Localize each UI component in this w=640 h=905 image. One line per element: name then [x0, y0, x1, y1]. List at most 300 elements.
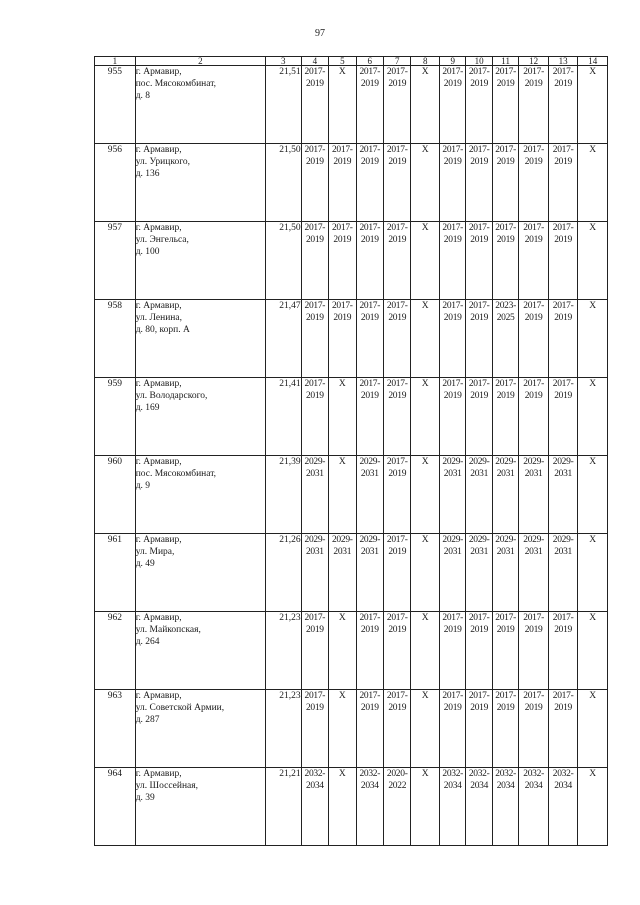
address-line: г. Армавир, [135, 457, 182, 467]
column-number: 6 [356, 57, 383, 66]
period-line: 2017- [359, 67, 381, 77]
row-number: 962 [95, 612, 136, 690]
period-line: 2017- [552, 691, 574, 701]
address-line: д. 100 [135, 247, 160, 257]
table-row [95, 456, 608, 534]
period-line: 2019 [360, 157, 379, 167]
address-line: д. 136 [135, 169, 160, 179]
period-line: 2017- [386, 613, 408, 623]
period-line: 2017- [386, 301, 408, 311]
period-cell [384, 612, 411, 690]
not-applicable-cell [329, 66, 356, 144]
period-line: 2017- [495, 145, 516, 155]
period-cell [384, 690, 411, 768]
not-applicable-cell [578, 534, 608, 612]
period-line: 2019 [470, 625, 489, 635]
period-cell [356, 768, 383, 846]
period-line: 2017- [552, 613, 574, 623]
page-number: 97 [315, 28, 325, 39]
period-line: 2029- [552, 535, 574, 545]
x-mark: X [421, 613, 429, 623]
period-cell [548, 456, 578, 534]
address-line: ул. Майкопская, [135, 625, 201, 635]
not-applicable-cell [411, 456, 440, 534]
period-line: 2019 [360, 79, 379, 89]
period-line: 2017- [468, 691, 490, 701]
housing-register-table [94, 56, 608, 846]
address-line: ул. Ленина, [135, 313, 182, 323]
period-cell [519, 690, 549, 768]
period-cell [466, 378, 492, 456]
period-line: 2032- [359, 769, 381, 779]
period-line: 2017- [523, 379, 544, 389]
period-line: 2017- [304, 613, 326, 623]
value-cell: 21,50 [265, 144, 301, 222]
period-line: 2019 [360, 391, 379, 401]
value-cell: 21,51 [265, 66, 301, 144]
period-line: 2032- [442, 769, 464, 779]
period-line: 2017- [304, 145, 326, 155]
period-line: 2017- [495, 691, 516, 701]
address-cell [135, 690, 265, 768]
period-cell [384, 222, 411, 300]
not-applicable-cell [578, 690, 608, 768]
not-applicable-cell [411, 690, 440, 768]
address-line: д. 9 [135, 481, 151, 491]
period-line: 2017- [359, 379, 381, 389]
address-cell [135, 300, 265, 378]
period-line: 2019 [388, 469, 407, 479]
period-line: 2019 [524, 313, 543, 323]
table-row [95, 66, 608, 144]
period-line: 2017- [495, 379, 516, 389]
period-line: 2020- [386, 769, 408, 779]
period-line: 2029- [552, 457, 574, 467]
period-line: 2019 [388, 79, 407, 89]
address-line: г. Армавир, [135, 223, 182, 233]
period-line: 2017- [442, 223, 464, 233]
period-line: 2019 [470, 79, 489, 89]
column-number: 7 [384, 57, 411, 66]
period-line: 2017- [386, 691, 408, 701]
period-line: 2019 [305, 157, 324, 167]
column-number-row [95, 57, 608, 66]
period-line: 2017- [523, 145, 544, 155]
period-line: 2031 [333, 547, 352, 557]
period-line: 2019 [305, 313, 324, 323]
period-cell [492, 300, 518, 378]
value-cell: 21,23 [265, 690, 301, 768]
period-cell [439, 690, 465, 768]
period-line: 2019 [524, 391, 543, 401]
period-cell [519, 66, 549, 144]
x-mark: X [589, 145, 597, 155]
column-number: 5 [329, 57, 356, 66]
x-mark: X [589, 691, 597, 701]
period-line: 2019 [554, 391, 573, 401]
address-line: д. 264 [135, 637, 160, 647]
period-line: 2017- [552, 301, 574, 311]
address-cell [135, 456, 265, 534]
period-line: 2019 [524, 235, 543, 245]
period-line: 2019 [360, 235, 379, 245]
period-line: 2017- [495, 223, 516, 233]
period-line: 2019 [470, 703, 489, 713]
address-line: г. Армавир, [135, 67, 182, 77]
period-line: 2019 [305, 235, 324, 245]
period-line: 2034 [496, 781, 515, 791]
period-cell [384, 300, 411, 378]
not-applicable-cell [329, 690, 356, 768]
period-cell [548, 222, 578, 300]
address-line: г. Армавир, [135, 379, 182, 389]
period-line: 2034 [554, 781, 573, 791]
period-line: 2034 [305, 781, 324, 791]
column-number: 9 [439, 57, 465, 66]
period-cell [492, 456, 518, 534]
period-cell [301, 612, 328, 690]
period-line: 2019 [496, 625, 515, 635]
period-line: 2017- [523, 67, 544, 77]
period-cell [439, 534, 465, 612]
period-line: 2029- [523, 535, 544, 545]
period-cell [329, 300, 356, 378]
column-number: 12 [519, 57, 549, 66]
not-applicable-cell [411, 378, 440, 456]
period-line: 2017- [495, 613, 516, 623]
period-line: 2017- [442, 67, 464, 77]
value-cell: 21,21 [265, 768, 301, 846]
period-line: 2017- [331, 223, 353, 233]
value-cell: 21,50 [265, 222, 301, 300]
period-line: 2017- [552, 379, 574, 389]
period-cell [492, 222, 518, 300]
not-applicable-cell [578, 378, 608, 456]
period-cell [329, 222, 356, 300]
period-line: 2019 [388, 235, 407, 245]
x-mark: X [421, 67, 429, 77]
period-line: 2019 [496, 235, 515, 245]
column-number: 13 [548, 57, 578, 66]
period-cell [329, 534, 356, 612]
period-line: 2034 [443, 781, 462, 791]
period-cell [466, 690, 492, 768]
period-line: 2017- [468, 379, 490, 389]
period-line: 2019 [554, 157, 573, 167]
period-line: 2017- [552, 67, 574, 77]
period-line: 2019 [333, 313, 352, 323]
period-line: 2029- [523, 457, 544, 467]
period-cell [356, 612, 383, 690]
period-line: 2017- [304, 379, 326, 389]
period-line: 2017- [386, 67, 408, 77]
address-line: ул. Мира, [135, 547, 175, 557]
row-number: 957 [95, 222, 136, 300]
period-line: 2019 [443, 235, 462, 245]
period-line: 2019 [470, 313, 489, 323]
period-line: 2017- [331, 301, 353, 311]
period-line: 2019 [333, 157, 352, 167]
period-cell [548, 612, 578, 690]
period-line: 2017- [359, 223, 381, 233]
period-line: 2031 [305, 547, 324, 557]
period-line: 2031 [496, 469, 515, 479]
period-line: 2019 [443, 79, 462, 89]
period-line: 2029- [468, 457, 490, 467]
period-cell [384, 768, 411, 846]
period-line: 2019 [305, 391, 324, 401]
period-line: 2019 [554, 625, 573, 635]
period-cell [548, 534, 578, 612]
x-mark: X [589, 613, 597, 623]
period-line: 2019 [470, 235, 489, 245]
period-line: 2029- [331, 535, 353, 545]
period-cell [301, 378, 328, 456]
x-mark: X [589, 223, 597, 233]
not-applicable-cell [329, 768, 356, 846]
period-line: 2019 [496, 79, 515, 89]
period-line: 2017- [386, 379, 408, 389]
address-line: д. 287 [135, 715, 160, 725]
period-line: 2017- [523, 301, 544, 311]
address-line: ул. Урицкого, [135, 157, 191, 167]
period-line: 2031 [496, 547, 515, 557]
period-line: 2031 [524, 547, 543, 557]
period-cell [384, 456, 411, 534]
address-line: ул. Энгельса, [135, 235, 189, 245]
address-cell [135, 144, 265, 222]
period-line: 2019 [305, 625, 324, 635]
period-line: 2032- [468, 769, 490, 779]
period-line: 2017- [442, 301, 464, 311]
period-line: 2017- [331, 145, 353, 155]
period-cell [384, 144, 411, 222]
period-line: 2034 [524, 781, 543, 791]
not-applicable-cell [411, 66, 440, 144]
address-cell [135, 222, 265, 300]
table-row [95, 768, 608, 846]
x-mark: X [589, 457, 597, 467]
x-mark: X [421, 769, 429, 779]
address-line: г. Армавир, [135, 613, 182, 623]
row-number: 959 [95, 378, 136, 456]
x-mark: X [589, 535, 597, 545]
x-mark: X [338, 379, 346, 389]
period-line: 2017- [386, 535, 408, 545]
period-line: 2029- [442, 535, 464, 545]
period-cell [519, 300, 549, 378]
x-mark: X [421, 457, 429, 467]
period-line: 2017- [359, 301, 381, 311]
column-number: 1 [95, 57, 136, 66]
period-line: 2019 [388, 547, 407, 557]
period-line: 2019 [333, 235, 352, 245]
period-cell [548, 300, 578, 378]
x-mark: X [338, 457, 346, 467]
x-mark: X [338, 691, 346, 701]
row-number: 956 [95, 144, 136, 222]
period-line: 2017- [304, 67, 326, 77]
period-cell [301, 690, 328, 768]
period-line: 2025 [496, 313, 515, 323]
x-mark: X [589, 379, 597, 389]
period-line: 2019 [388, 625, 407, 635]
row-number: 960 [95, 456, 136, 534]
address-line: г. Армавир, [135, 769, 182, 779]
period-cell [439, 768, 465, 846]
period-line: 2019 [360, 313, 379, 323]
period-line: 2029- [468, 535, 490, 545]
period-line: 2019 [524, 79, 543, 89]
period-cell [519, 144, 549, 222]
period-line: 2017- [304, 691, 326, 701]
period-cell [548, 66, 578, 144]
period-line: 2019 [360, 625, 379, 635]
address-line: д. 49 [135, 559, 155, 569]
table-row [95, 300, 608, 378]
period-line: 2017- [468, 223, 490, 233]
period-line: 2017- [468, 301, 490, 311]
period-cell [301, 66, 328, 144]
not-applicable-cell [411, 534, 440, 612]
period-cell [439, 144, 465, 222]
table-row [95, 144, 608, 222]
period-line: 2017- [495, 67, 516, 77]
period-line: 2031 [443, 547, 462, 557]
period-cell [356, 690, 383, 768]
column-number: 14 [578, 57, 608, 66]
period-cell [548, 378, 578, 456]
not-applicable-cell [411, 612, 440, 690]
period-cell [466, 456, 492, 534]
table-row [95, 690, 608, 768]
column-number: 2 [135, 57, 265, 66]
column-number: 4 [301, 57, 328, 66]
period-line: 2019 [388, 703, 407, 713]
period-line: 2017- [304, 223, 326, 233]
period-cell [548, 144, 578, 222]
period-line: 2032- [495, 769, 516, 779]
period-line: 2019 [360, 703, 379, 713]
period-cell [356, 534, 383, 612]
x-mark: X [421, 379, 429, 389]
not-applicable-cell [578, 456, 608, 534]
period-cell [466, 66, 492, 144]
not-applicable-cell [411, 300, 440, 378]
period-line: 2031 [554, 547, 573, 557]
period-line: 2017- [359, 613, 381, 623]
x-mark: X [338, 67, 346, 77]
x-mark: X [421, 691, 429, 701]
not-applicable-cell [578, 222, 608, 300]
period-line: 2019 [470, 391, 489, 401]
period-line: 2017- [304, 301, 326, 311]
period-cell [466, 222, 492, 300]
x-mark: X [421, 535, 429, 545]
period-line: 2019 [443, 391, 462, 401]
period-cell [301, 300, 328, 378]
period-line: 2017- [523, 691, 544, 701]
period-line: 2029- [359, 457, 381, 467]
period-cell [439, 378, 465, 456]
period-line: 2032- [552, 769, 574, 779]
period-cell [301, 456, 328, 534]
period-cell [439, 66, 465, 144]
value-cell: 21,26 [265, 534, 301, 612]
period-line: 2017- [523, 613, 544, 623]
x-mark: X [589, 301, 597, 311]
address-line: ул. Советской Армии, [135, 703, 225, 713]
period-line: 2019 [388, 157, 407, 167]
period-cell [519, 534, 549, 612]
period-line: 2019 [524, 625, 543, 635]
address-line: д. 169 [135, 403, 160, 413]
period-line: 2019 [554, 313, 573, 323]
address-line: д. 80, корп. А [135, 325, 190, 335]
period-cell [384, 66, 411, 144]
period-cell [492, 66, 518, 144]
period-line: 2017- [386, 223, 408, 233]
address-line: д. 8 [135, 91, 151, 101]
table-row [95, 378, 608, 456]
period-line: 2031 [360, 469, 379, 479]
period-cell [329, 144, 356, 222]
period-line: 2017- [523, 223, 544, 233]
not-applicable-cell [329, 612, 356, 690]
period-line: 2019 [554, 703, 573, 713]
column-number: 10 [466, 57, 492, 66]
value-cell: 21,41 [265, 378, 301, 456]
period-cell [384, 378, 411, 456]
period-cell [466, 300, 492, 378]
period-cell [492, 534, 518, 612]
period-line: 2019 [496, 157, 515, 167]
not-applicable-cell [329, 378, 356, 456]
address-line: пос. Мясокомбинат, [135, 79, 217, 89]
period-line: 2017- [468, 67, 490, 77]
x-mark: X [338, 613, 346, 623]
x-mark: X [589, 67, 597, 77]
period-line: 2017- [359, 691, 381, 701]
row-number: 961 [95, 534, 136, 612]
period-cell [356, 456, 383, 534]
period-line: 2031 [524, 469, 543, 479]
period-cell [439, 300, 465, 378]
period-cell [439, 612, 465, 690]
period-cell [356, 300, 383, 378]
address-line: ул. Володарского, [135, 391, 208, 401]
column-number: 11 [492, 57, 518, 66]
period-line: 2029- [304, 457, 326, 467]
not-applicable-cell [578, 612, 608, 690]
period-line: 2029- [359, 535, 381, 545]
period-cell [492, 144, 518, 222]
period-line: 2017- [468, 613, 490, 623]
period-line: 2019 [554, 235, 573, 245]
address-cell [135, 612, 265, 690]
value-cell: 21,47 [265, 300, 301, 378]
period-line: 2029- [442, 457, 464, 467]
period-cell [439, 456, 465, 534]
period-cell [492, 378, 518, 456]
address-cell [135, 534, 265, 612]
period-cell [466, 144, 492, 222]
period-line: 2034 [470, 781, 489, 791]
period-line: 2017- [468, 145, 490, 155]
address-cell [135, 378, 265, 456]
period-line: 2029- [495, 457, 516, 467]
period-line: 2031 [470, 469, 489, 479]
